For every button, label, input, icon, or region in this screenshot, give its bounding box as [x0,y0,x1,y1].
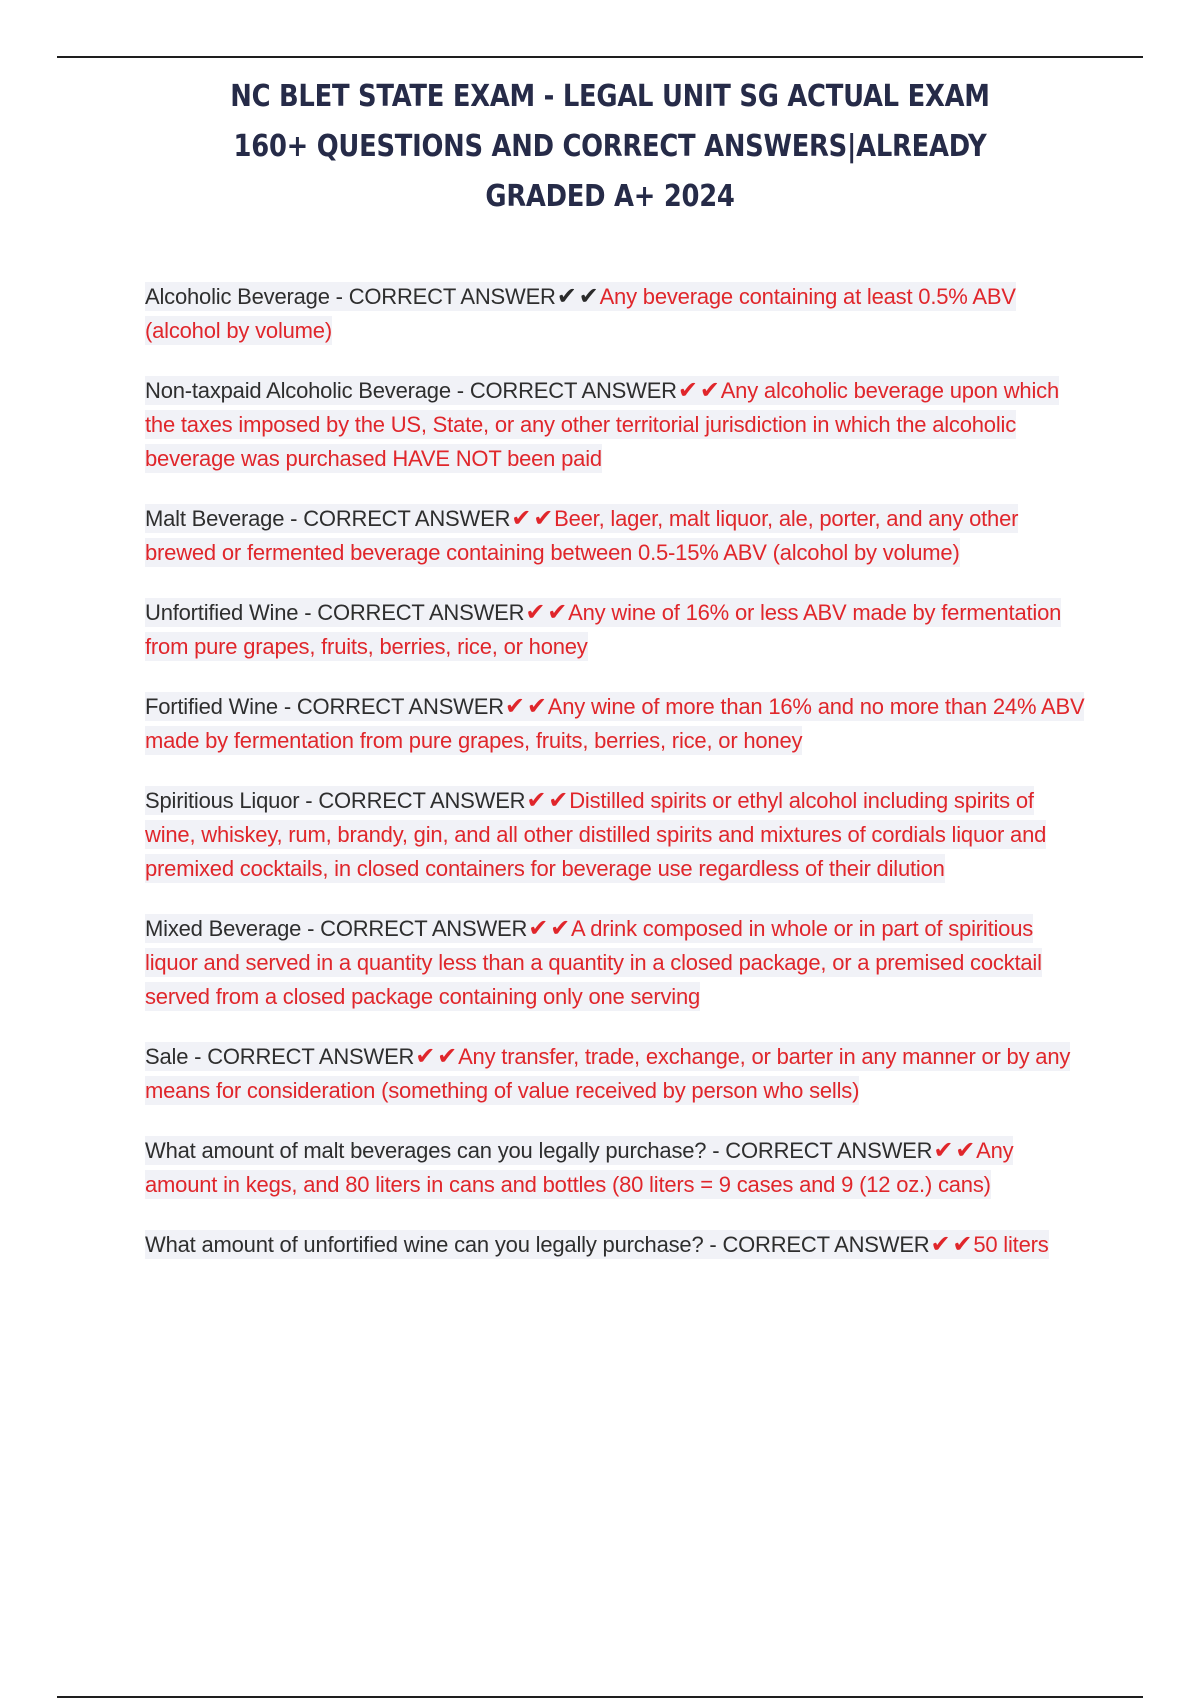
qa-highlight [145,692,1084,755]
document-title: NC BLET STATE EXAM - LEGAL UNIT SG ACTUAL EXAM 160+ QUESTIONS AND CORRECT ANSWERS|ALREADY GRADED A+ 2024 [230,79,990,214]
qa-separator: - [301,916,321,941]
qa-item [145,1040,1085,1108]
checkmark-icon: ✔ [526,787,547,814]
qa-highlight [145,914,1042,1011]
qa-answer: Any transfer, trade, exchange, or barter in any manner or by any means for consideration (something of value received by person who sells) [145,1044,1071,1103]
qa-term: Unfortified Wine [145,600,299,625]
checkmark-icon: ✔ [415,1043,436,1070]
correct-answer-label: CORRECT ANSWER [303,506,511,531]
qa-answer: Any wine of more than 16% and no more than 24% ABV made by fermentation from pure grapes, fruits, berries, rice, or honey [145,694,1085,753]
checkmark-icon: ✔ [533,505,554,532]
checkmark-icon: ✔ [548,787,569,814]
qa-item [145,1134,1085,1202]
bottom-rule [57,1696,1143,1698]
correct-answer-label: CORRECT ANSWER [317,600,525,625]
qa-highlight [145,1230,1049,1259]
qa-list [145,280,1085,1288]
checkmark-icon: ✔ [550,915,571,942]
checkmark-icon: ✔ [677,377,698,404]
correct-answer-label: CORRECT ANSWER [296,694,504,719]
qa-separator: - [299,788,319,813]
qa-highlight [145,1136,1013,1199]
qa-text [145,1134,1085,1202]
checkmark-icon: ✔ [526,693,547,720]
qa-text [145,1040,1085,1108]
qa-term: Sale [145,1044,189,1069]
checkmark-icon: ✔ [933,1137,954,1164]
checkmark-icon: ✔ [528,915,549,942]
qa-term: What amount of malt beverages can you legally purchase? [145,1138,707,1163]
qa-text [145,596,1085,664]
top-rule [57,56,1143,58]
correct-answer-label: CORRECT ANSWER [320,916,528,941]
qa-item [145,690,1085,758]
checkmark-icon: ✔ [511,505,532,532]
qa-item [145,912,1085,1014]
qa-highlight [145,598,1061,661]
checkmark-icon: ✔ [556,283,577,310]
qa-answer: 50 liters [973,1232,1049,1257]
checkmark-icon: ✔ [504,693,525,720]
qa-text [145,280,1085,348]
checkmark-icon: ✔ [952,1231,973,1258]
qa-answer: A drink composed in whole or in part of spiritious liquor and served in a quantity less than a quantity in a closed package, or a premised cocktail served from a closed package containing only one serving [145,916,1042,1009]
qa-text [145,912,1085,1014]
qa-answer: Any wine of 16% or less ABV made by fermentation from pure grapes, fruits, berries, rice, or honey [145,600,1062,659]
qa-highlight [145,282,1016,345]
checkmark-icon: ✔ [699,377,720,404]
qa-item [145,280,1085,348]
qa-separator: - [298,600,318,625]
correct-answer-label: CORRECT ANSWER [207,1044,415,1069]
qa-answer: Any alcoholic beverage upon which the taxes imposed by the US, State, or any other territorial jurisdiction in which the alcoholic beverage was purchased HAVE NOT been paid [145,378,1059,471]
qa-separator: - [188,1044,208,1069]
qa-term: Malt Beverage [145,506,285,531]
qa-highlight [145,1042,1070,1105]
checkmark-icon: ✔ [437,1043,458,1070]
qa-separator: - [329,284,349,309]
qa-highlight [145,786,1046,883]
qa-term: Fortified Wine [145,694,278,719]
qa-answer: Distilled spirits or ethyl alcohol including spirits of wine, whiskey, rum, brandy, gin, and all other distilled spirits and mixtures of cordials liquor and premixed cocktails, in closed containers for beverage use regardless of their dilution [145,788,1047,881]
correct-answer-label: CORRECT ANSWER [722,1232,930,1257]
checkmark-icon: ✔ [955,1137,976,1164]
qa-highlight [145,504,1018,567]
checkmark-icon: ✔ [547,599,568,626]
qa-item [145,784,1085,886]
qa-separator: - [450,378,470,403]
qa-term: Mixed Beverage [145,916,302,941]
qa-text [145,374,1085,476]
qa-answer: Any beverage containing at least 0.5% ABV (alcohol by volume) [145,284,1016,343]
qa-term: Spiritious Liquor [145,788,300,813]
qa-separator: - [703,1232,723,1257]
qa-answer: Any amount in kegs, and 80 liters in cans and bottles (80 liters = 9 cases and 9 (12 oz.) cans) [145,1138,1014,1197]
checkmark-icon: ✔ [578,283,599,310]
qa-item [145,596,1085,664]
qa-text [145,502,1085,570]
qa-separator: - [277,694,297,719]
qa-answer: Beer, lager, malt liquor, ale, porter, and any other brewed or fermented beverage containing between 0.5-15% ABV (alcohol by volume) [145,506,1019,565]
qa-item [145,502,1085,570]
checkmark-icon: ✔ [525,599,546,626]
correct-answer-label: CORRECT ANSWER [318,788,526,813]
correct-answer-label: CORRECT ANSWER [469,378,677,403]
checkmark-icon: ✔ [930,1231,951,1258]
qa-text [145,690,1085,758]
qa-separator: - [284,506,304,531]
qa-highlight [145,376,1059,473]
correct-answer-label: CORRECT ANSWER [725,1138,933,1163]
qa-text [145,1228,1085,1262]
qa-term: Alcoholic Beverage [145,284,330,309]
qa-item [145,1228,1085,1262]
qa-separator: - [706,1138,726,1163]
qa-term: Non-taxpaid Alcoholic Beverage [145,378,451,403]
qa-term: What amount of unfortified wine can you legally purchase? [145,1232,704,1257]
qa-text [145,784,1085,886]
correct-answer-label: CORRECT ANSWER [348,284,556,309]
qa-item [145,374,1085,476]
